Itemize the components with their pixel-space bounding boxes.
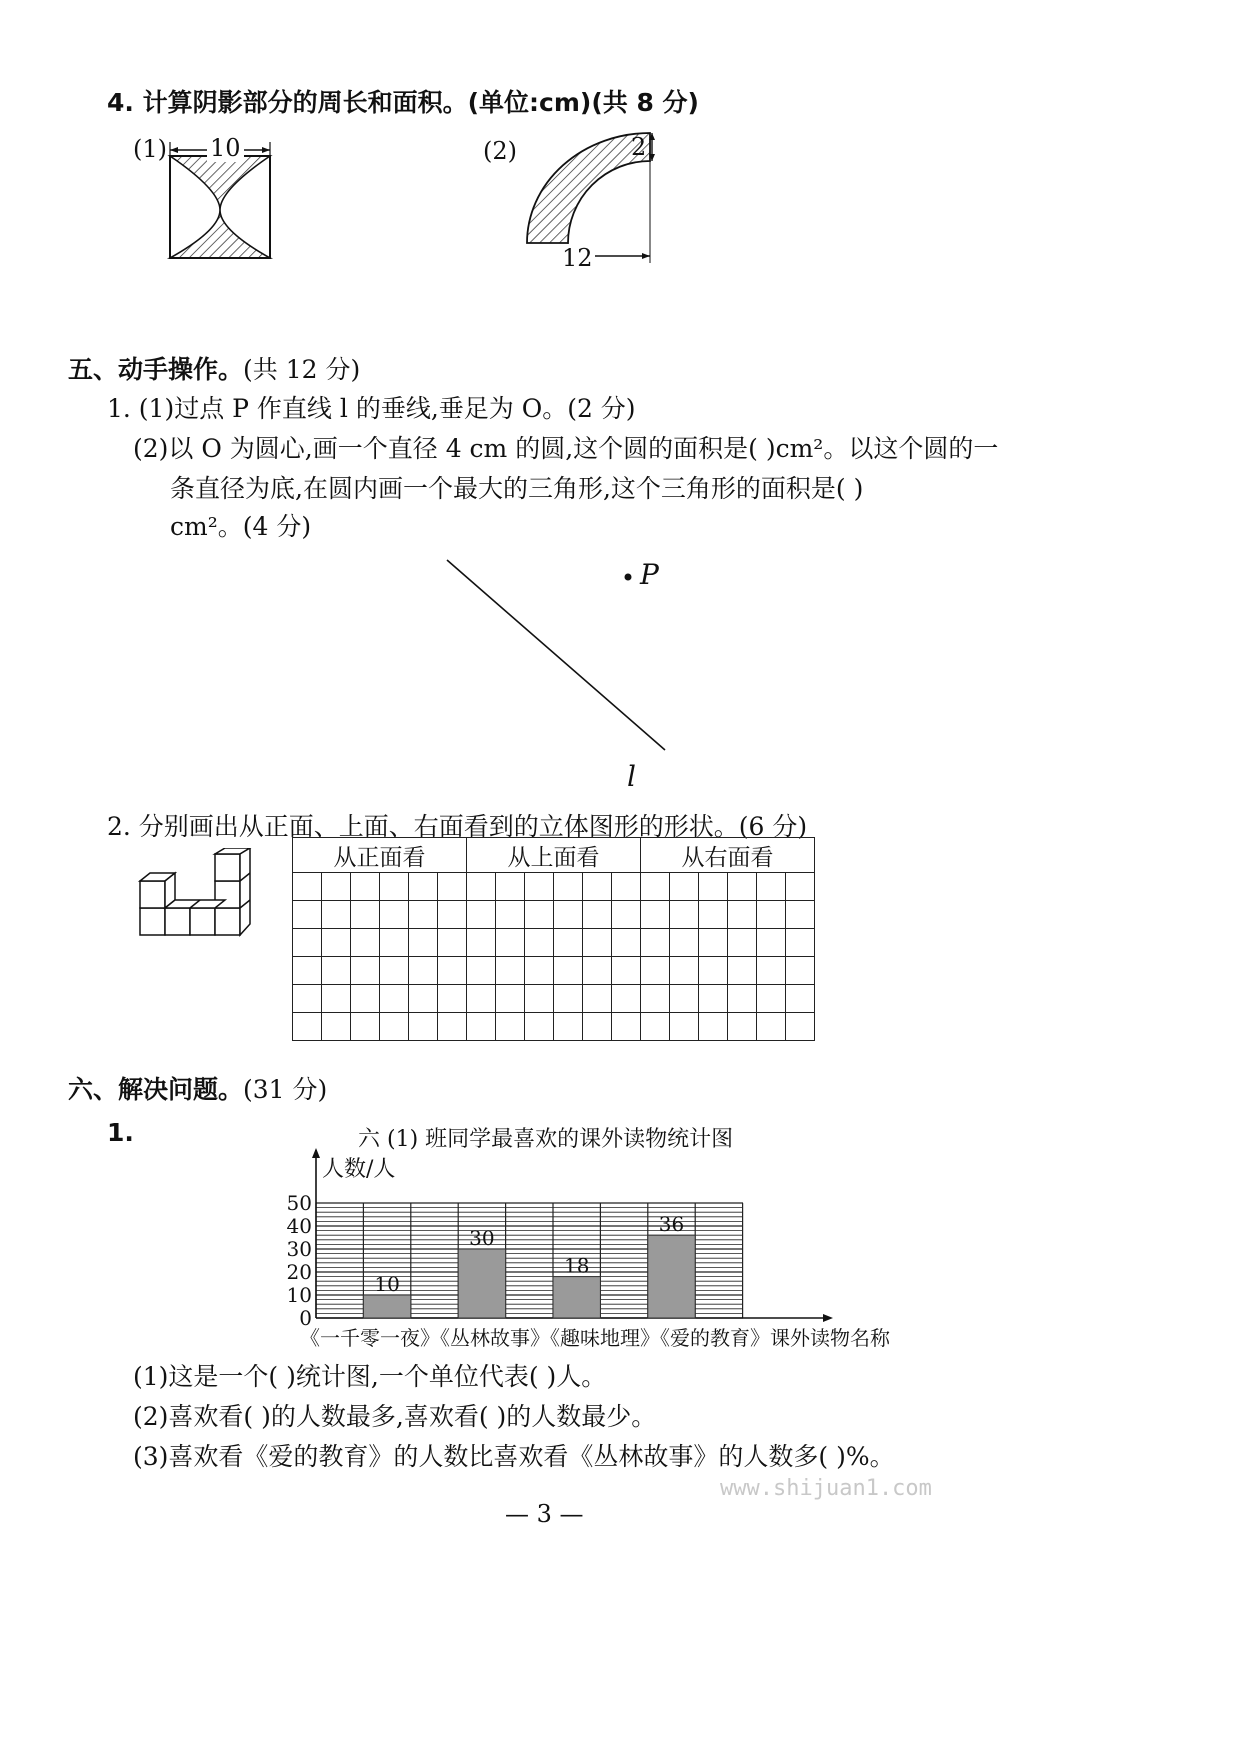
grid-cell[interactable] [409, 1013, 438, 1041]
grid-cell[interactable] [322, 873, 351, 901]
grid-cell[interactable] [583, 873, 612, 901]
grid-cell[interactable] [583, 1013, 612, 1041]
grid-cell[interactable] [699, 957, 728, 985]
page-number: — 3 — [505, 1500, 584, 1528]
point-p-dot [625, 574, 632, 581]
grid-cell[interactable] [467, 873, 496, 901]
grid-row [293, 929, 815, 957]
grid-cell[interactable] [554, 929, 583, 957]
grid-cell[interactable] [409, 957, 438, 985]
grid-cell[interactable] [757, 1013, 786, 1041]
grid-cell[interactable] [699, 929, 728, 957]
grid-cell[interactable] [728, 1013, 757, 1041]
watermark-text: www.shijuan1.com [720, 1476, 932, 1501]
point-p-label: P [640, 558, 659, 591]
grid-row [293, 957, 815, 985]
view-top-header: 从上面看 [467, 838, 641, 873]
grid-cell[interactable] [525, 985, 554, 1013]
x-category-label: 《爱的教育》 [660, 1326, 770, 1350]
grid-cell[interactable] [438, 985, 467, 1013]
grid-cell[interactable] [786, 901, 815, 929]
bar-value-label: 36 [658, 1212, 685, 1237]
y-axis-arrow [312, 1148, 320, 1158]
grid-cell[interactable] [554, 1013, 583, 1041]
grid-cell[interactable] [438, 957, 467, 985]
chart-y-axis-label: 人数/人 [322, 1157, 396, 1182]
grid-cell[interactable] [612, 901, 641, 929]
grid-cell[interactable] [583, 929, 612, 957]
x-category-label: 《趣味地理》 [550, 1326, 660, 1350]
section-6-title: 六、解决问题。 [68, 1075, 244, 1104]
x-axis-arrow [823, 1314, 833, 1322]
figure-2-ring-sector [525, 128, 675, 273]
grid-cell[interactable] [467, 957, 496, 985]
grid-cell[interactable] [525, 1013, 554, 1041]
grid-cell[interactable] [322, 929, 351, 957]
grid-cell[interactable] [525, 957, 554, 985]
question-5-1-part2-line2: 条直径为底,在圆内画一个最大的三角形,这个三角形的面积是( ) [170, 474, 864, 503]
grid-cell[interactable] [612, 1013, 641, 1041]
y-tick-label: 40 [286, 1214, 312, 1238]
y-tick-label: 20 [286, 1260, 312, 1284]
grid-row [293, 901, 815, 929]
grid-cell[interactable] [728, 901, 757, 929]
grid-cell[interactable] [409, 901, 438, 929]
grid-cell[interactable] [293, 985, 322, 1013]
grid-cell[interactable] [438, 1013, 467, 1041]
grid-cell[interactable] [583, 901, 612, 929]
grid-cell[interactable] [351, 901, 380, 929]
grid-cell[interactable] [525, 901, 554, 929]
grid-cell[interactable] [293, 901, 322, 929]
grid-cell[interactable] [380, 873, 409, 901]
grid-cell[interactable] [641, 985, 670, 1013]
grid-cell[interactable] [496, 901, 525, 929]
question-5-1-part2-line3: cm²。(4 分) [170, 512, 312, 541]
grid-cell[interactable] [757, 873, 786, 901]
grid-cell[interactable] [670, 873, 699, 901]
grid-cell[interactable] [699, 901, 728, 929]
grid-cell[interactable] [670, 1013, 699, 1041]
question-6-1-number: 1. [107, 1118, 134, 1147]
grid-cell[interactable] [496, 929, 525, 957]
grid-cell[interactable] [699, 1013, 728, 1041]
question-5-2-text: 2. 分别画出从正面、上面、右面看到的立体图形的形状。(6 分) [107, 812, 808, 841]
grid-cell[interactable] [612, 957, 641, 985]
grid-cell[interactable] [757, 901, 786, 929]
grid-cell[interactable] [467, 985, 496, 1013]
grid-cell[interactable] [641, 1013, 670, 1041]
grid-cell[interactable] [786, 873, 815, 901]
grid-cell[interactable] [757, 985, 786, 1013]
grid-cell[interactable] [641, 929, 670, 957]
grid-cell[interactable] [612, 985, 641, 1013]
figure-2-dimension-radius: 12 [562, 244, 593, 272]
grid-cell[interactable] [641, 957, 670, 985]
grid-cell[interactable] [612, 873, 641, 901]
grid-cell[interactable] [351, 1013, 380, 1041]
grid-cell[interactable] [380, 985, 409, 1013]
grid-cell[interactable] [351, 873, 380, 901]
y-tick-label: 0 [299, 1306, 312, 1330]
view-front-header: 从正面看 [293, 838, 467, 873]
grid-cell[interactable] [293, 1013, 322, 1041]
grid-cell[interactable] [554, 901, 583, 929]
grid-cell[interactable] [380, 901, 409, 929]
grid-cell[interactable] [293, 957, 322, 985]
section-6-points: (31 分) [243, 1075, 328, 1104]
grid-cell[interactable] [380, 957, 409, 985]
grid-cell[interactable] [670, 929, 699, 957]
figure-1-label: (1) [133, 135, 167, 163]
grid-cell[interactable] [699, 985, 728, 1013]
y-tick-label: 30 [286, 1237, 312, 1261]
section-6-heading [68, 1075, 327, 1105]
views-table [292, 837, 815, 1041]
grid-cell[interactable] [612, 929, 641, 957]
views-header-row [293, 838, 815, 873]
grid-cell[interactable] [757, 929, 786, 957]
x-category-label: 《一千零一夜》 [300, 1326, 440, 1350]
grid-cell[interactable] [728, 929, 757, 957]
views-grid [292, 837, 815, 1041]
grid-cell[interactable] [670, 957, 699, 985]
grid-cell[interactable] [583, 957, 612, 985]
grid-cell[interactable] [757, 957, 786, 985]
grid-cell[interactable] [351, 929, 380, 957]
grid-cell[interactable] [496, 985, 525, 1013]
grid-cell[interactable] [380, 1013, 409, 1041]
grid-cell[interactable] [467, 1013, 496, 1041]
grid-cell[interactable] [554, 957, 583, 985]
grid-cell[interactable] [525, 873, 554, 901]
grid-cell[interactable] [380, 929, 409, 957]
grid-cell[interactable] [641, 873, 670, 901]
grid-cell[interactable] [496, 873, 525, 901]
section-5-heading [68, 355, 360, 385]
figure-2-label: (2) [483, 137, 517, 165]
y-tick-label: 50 [286, 1191, 312, 1215]
y-tick-label: 10 [286, 1283, 312, 1307]
grid-cell[interactable] [496, 957, 525, 985]
grid-cell[interactable] [525, 929, 554, 957]
grid-cell[interactable] [786, 985, 815, 1013]
question-5-1-part1: 1. (1)过点 P 作直线 l 的垂线,垂足为 O。(2 分) [107, 394, 636, 423]
grid-cell[interactable] [438, 901, 467, 929]
bar [553, 1277, 600, 1318]
grid-cell[interactable] [467, 929, 496, 957]
question-4-text: 4. 计算阴影部分的周长和面积。(单位:cm)(共 8 分) [107, 88, 699, 117]
grid-row [293, 1013, 815, 1041]
grid-cell[interactable] [438, 873, 467, 901]
grid-cell[interactable] [293, 873, 322, 901]
question-6-1-part1: (1)这是一个( )统计图,一个单位代表( )人。 [133, 1362, 607, 1391]
view-right-header: 从右面看 [641, 838, 815, 873]
line-l [447, 560, 665, 750]
chart-x-axis-label: 课外读物名称 [770, 1326, 890, 1350]
question-5-1-part2-line1: (2)以 O 为圆心,画一个直径 4 cm 的圆,这个圆的面积是( )cm²。以这个圆的一 [133, 434, 999, 463]
x-category-label: 《丛林故事》 [440, 1326, 550, 1350]
grid-cell[interactable] [786, 957, 815, 985]
bar-value-label: 10 [374, 1272, 400, 1296]
chart-x-axis-labels [300, 1322, 890, 1351]
grid-cell[interactable] [786, 1013, 815, 1041]
grid-row [293, 873, 815, 901]
grid-cell[interactable] [554, 873, 583, 901]
chart-title: 六 (1) 班同学最喜欢的课外读物统计图 [358, 1127, 734, 1152]
bar [458, 1249, 505, 1318]
bar-value-label: 18 [563, 1253, 590, 1278]
section-5-title: 五、动手操作。 [68, 355, 244, 384]
grid-cell[interactable] [322, 1013, 351, 1041]
grid-cell[interactable] [409, 985, 438, 1013]
grid-cell[interactable] [351, 957, 380, 985]
cube-solid-figure [135, 848, 255, 940]
grid-cell[interactable] [699, 873, 728, 901]
grid-cell[interactable] [322, 901, 351, 929]
grid-cell[interactable] [496, 1013, 525, 1041]
grid-cell[interactable] [467, 901, 496, 929]
grid-row [293, 985, 815, 1013]
figure-2-dimension-width: 2 [631, 133, 647, 161]
grid-cell[interactable] [322, 957, 351, 985]
question-6-1-part2: (2)喜欢看( )的人数最多,喜欢看( )的人数最少。 [133, 1402, 657, 1431]
bar-value-label: 30 [469, 1226, 495, 1250]
grid-cell[interactable] [409, 873, 438, 901]
grid-cell[interactable] [583, 985, 612, 1013]
grid-cell[interactable] [786, 929, 815, 957]
grid-cell[interactable] [641, 901, 670, 929]
question-6-1-part3: (3)喜欢看《爱的教育》的人数比喜欢看《丛林故事》的人数多( )%。 [133, 1442, 895, 1471]
bar [363, 1295, 410, 1318]
section-5-points: (共 12 分) [243, 355, 361, 384]
bar [648, 1235, 695, 1318]
grid-cell[interactable] [554, 985, 583, 1013]
grid-cell[interactable] [670, 985, 699, 1013]
grid-cell[interactable] [351, 985, 380, 1013]
grid-cell[interactable] [728, 873, 757, 901]
line-l-label: l [627, 760, 636, 793]
figure-1-dimension: 10 [207, 134, 244, 162]
grid-cell[interactable] [728, 957, 757, 985]
grid-cell[interactable] [728, 985, 757, 1013]
grid-cell[interactable] [409, 929, 438, 957]
grid-cell[interactable] [670, 901, 699, 929]
grid-cell[interactable] [293, 929, 322, 957]
grid-cell[interactable] [438, 929, 467, 957]
grid-cell[interactable] [322, 985, 351, 1013]
